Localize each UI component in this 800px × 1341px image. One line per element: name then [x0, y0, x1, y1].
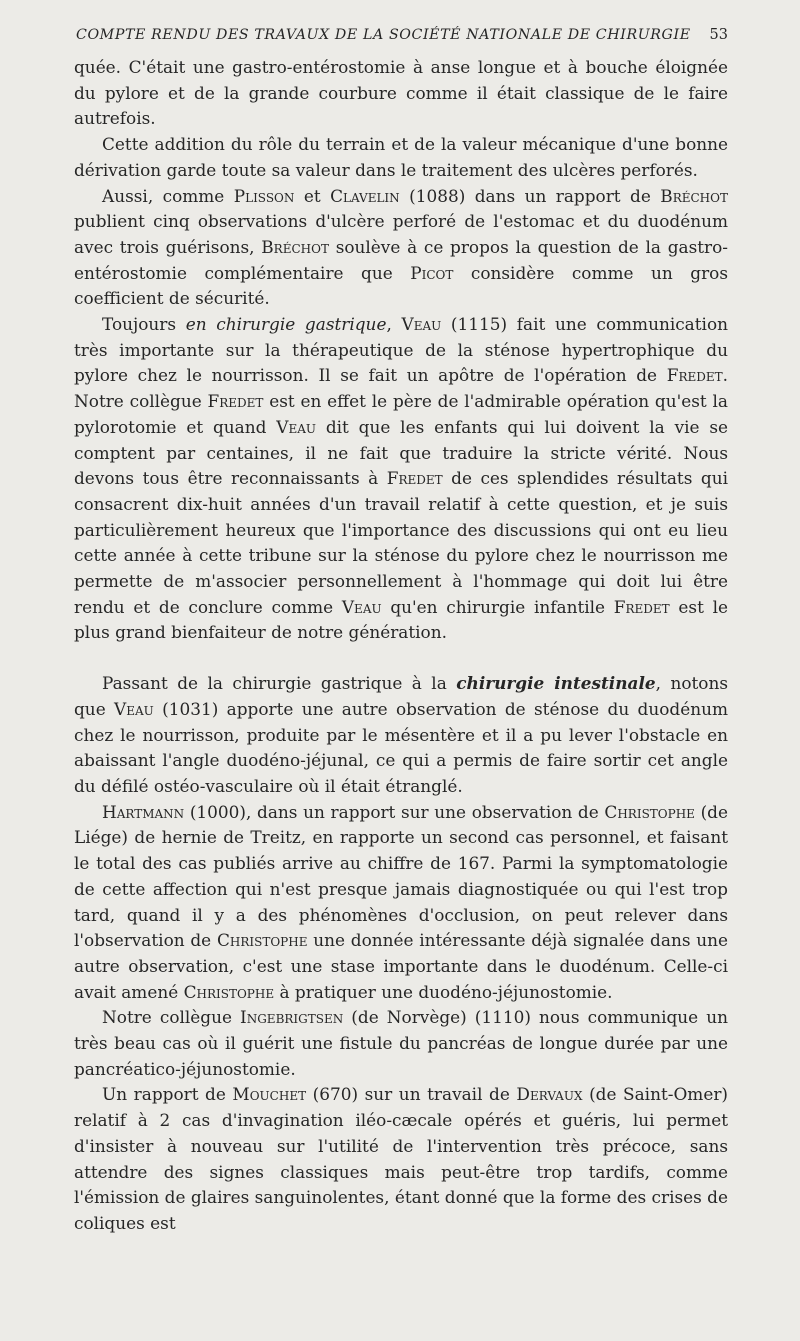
text-run: , [386, 314, 402, 335]
text-run: dit que les enfants qui lui doivent la vie se comptent par centaines, il ne fait que traduire la stricte vérité. Nous devons tous être reconnaissants à [74, 416, 728, 489]
author-name: Hartmann [102, 801, 185, 822]
text-run: (1088) dans un rapport de [399, 185, 661, 206]
section-keyword: chirurgie intestinale [456, 673, 656, 694]
text-run: Toujours [102, 314, 186, 335]
text-run: Passant de la chirurgie gastrique à la [102, 673, 457, 694]
author-name: Fredet [386, 468, 443, 489]
author-name: Bréchot [660, 185, 728, 206]
text-run: soulève à ce propos la question de la gastro-entérostomie complémentaire que [74, 236, 728, 283]
paragraph-2: Cette addition du rôle du terrain et de la valeur mécanique d'une bonne dérivation garde toute sa valeur dans le traitement des ulcères perforés. [74, 134, 728, 180]
text-run: (1000), dans un rapport sur une observation de [184, 801, 605, 822]
text-run: est en effet le père de l'admirable opération qu'est la pylorotomie et quand [74, 391, 728, 437]
text-run: est le plus grand bienfaiteur de notre génération. [74, 596, 728, 643]
paragraph-6 [74, 800, 728, 1006]
author-name: Plisson [233, 185, 295, 206]
text-run: (1031) apporte une autre observation de sténose du duodénum chez le nourrisson, produite par le mésentère et il a pu lever l'obstacle en abaissant l'angle duodéno-jéjunal, ce qui a permis de faire sortir cet angle du défilé ostéo-vasculaire où il était étranglé. [74, 698, 728, 796]
text-run: Un rapport de [102, 1084, 233, 1105]
text-run: une donnée intéressante déjà signalée dans une autre observation, c'est une stase importante dans le duodénum. Celle-ci avait amené [74, 930, 728, 1002]
author-name: Fredet [207, 391, 264, 412]
text-run: et [294, 185, 331, 206]
text-run: à pratiquer une duodéno-jéjunostomie. [274, 981, 613, 1002]
text-run: (de Saint-Omer) relatif à 2 cas d'invagination iléo-cæcale opérés et guéris, lui permet d'insister à nouveau sur l'utilité de l'intervention très précoce, sans attendre des signes classiques mais peut-être trop tardifs, comme l'émission de glaires sanguinolentes, étant donné que la forme des crises de coliques est [74, 1084, 728, 1233]
text-run: (670) sur un travail de [306, 1084, 517, 1105]
emphasis-text: en chirurgie gastrique [185, 314, 387, 335]
author-name: Christophe [216, 930, 308, 951]
paragraph-4 [74, 312, 728, 646]
author-name: Veau [401, 314, 442, 335]
paragraph-1: quée. C'était une gastro-entérostomie à anse longue et à bouche éloignée du pylore et de la grande courbure comme il était classique de le faire autrefois. [74, 57, 728, 129]
author-name: Christophe [183, 981, 275, 1002]
text-run: (1115) fait une communication très importante sur la thérapeutique de la sténose hypertrophique du pylore chez le nourrisson. Il se fait un apôtre de l'opération de [74, 314, 728, 386]
author-name: Christophe [604, 801, 695, 822]
text-run: Aussi, comme [102, 185, 234, 206]
author-name: Ingebrigtsen [240, 1007, 344, 1028]
text-run: , notons que [74, 673, 729, 719]
text-run: (de Norvège) (1110) nous communique un très beau cas où il guérit une fistule du pancréas de longue durée par une pancréatico-jéjunostomie. [74, 1007, 728, 1079]
author-name: Mouchet [232, 1084, 307, 1105]
author-name: Bréchot [261, 236, 329, 257]
running-title: COMPTE RENDU DES TRAVAUX DE LA SOCIÉTÉ NATIONALE DE CHIRURGIE [76, 27, 691, 43]
body-text [74, 55, 728, 1237]
author-name: Veau [341, 596, 382, 617]
author-name: Fredet [666, 365, 723, 386]
text-run: Notre collègue [102, 1007, 241, 1028]
text-run: (de Liége) de hernie de Treitz, en rapporte un second cas personnel, et faisant le total des cas publiés arrive au chiffre de 167. Parmi la symptomatologie de cette affection qui n'est presque jamais diagnostiquée ou qui l'est trop tard, quand il y a des phénomènes d'occlusion, on peut relever dans l'observation de [74, 801, 728, 951]
author-name: Fredet [613, 596, 670, 617]
text-run: . Notre collègue [74, 365, 728, 412]
paragraph-7 [74, 1005, 728, 1082]
section-gap [74, 646, 728, 671]
text-run: de ces splendides résultats qui consacrent dix-huit années d'un travail relatif à cette question, et je suis particulièrement heureux que l'importance des discussions qui ont eu lieu cette année à cette tribune sur la sténose du pylore chez le nourrisson me permette de m'associer personnellement à l'hommage qui doit lui être rendu et de conclure comme [74, 468, 728, 617]
text-run: publient cinq observations d'ulcère perforé de l'estomac et du duodénum avec trois guérisons, [74, 211, 728, 257]
text-run: considère comme un gros coefficient de sécurité. [74, 262, 728, 309]
running-header [74, 27, 728, 55]
paragraph-5 [74, 671, 728, 800]
author-name: Dervaux [516, 1084, 583, 1105]
text-run: qu'en chirurgie infantile [381, 596, 614, 617]
author-name: Veau [114, 698, 154, 719]
page-number: 53 [709, 27, 728, 43]
paragraph-8 [74, 1082, 728, 1236]
author-name: Picot [410, 262, 454, 283]
author-name: Clavelin [330, 185, 400, 206]
author-name: Veau [276, 416, 317, 437]
paragraph-3 [74, 184, 728, 313]
